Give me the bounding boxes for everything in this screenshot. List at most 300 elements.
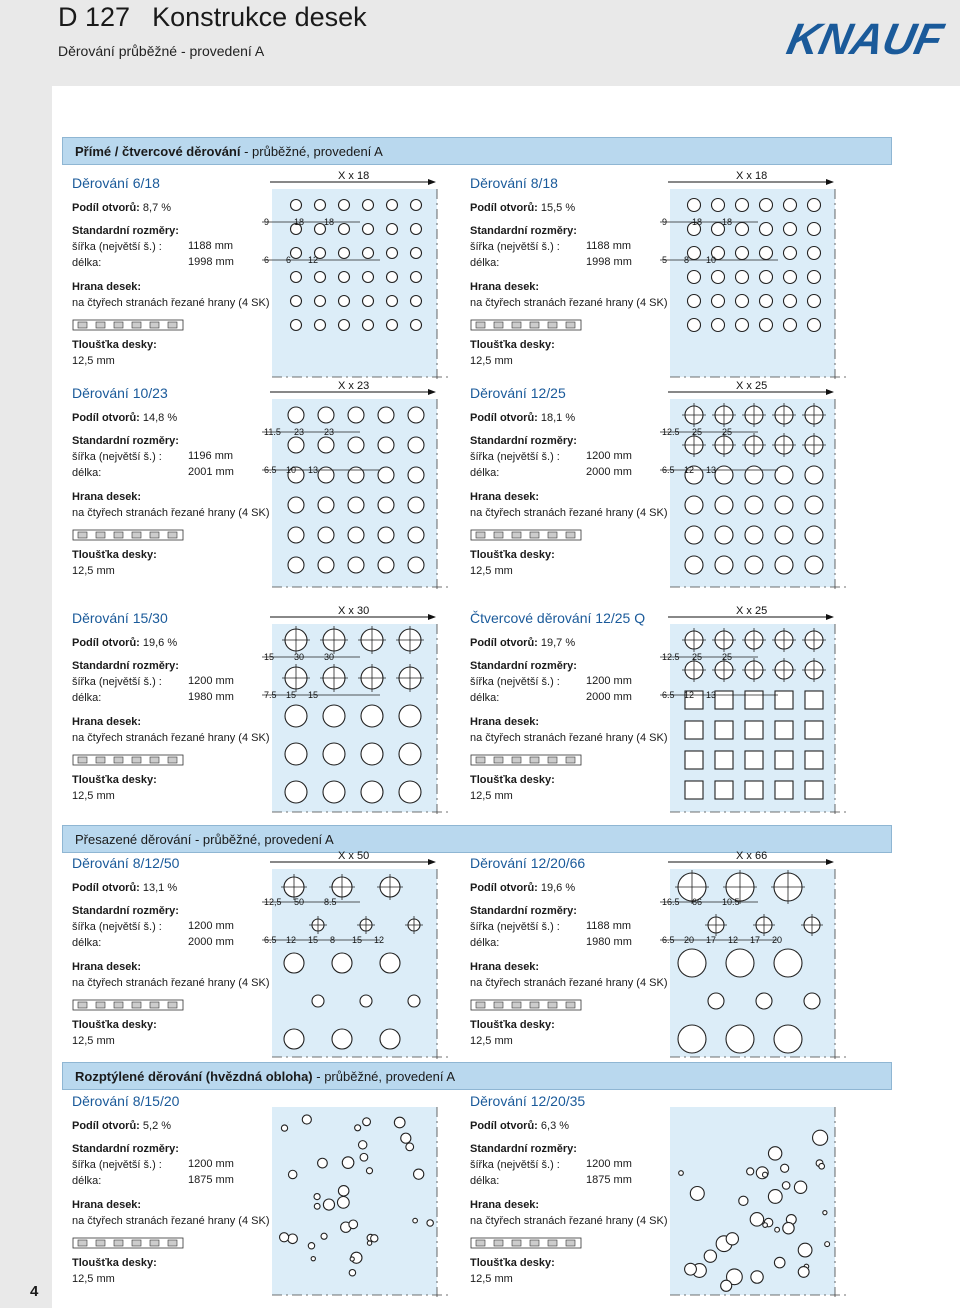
- axis-label: X x 18: [736, 170, 768, 182]
- perforation-block-3: [62, 380, 457, 607]
- square-hole-18: [775, 721, 793, 739]
- edge-cut-symbol: [72, 318, 182, 332]
- hole-31: [763, 1223, 768, 1228]
- hole-18: [378, 497, 394, 513]
- dimension-label-4: 12: [684, 465, 695, 475]
- hole-6: [798, 1243, 812, 1257]
- edge-cut-symbol: [72, 753, 182, 767]
- hole-11: [808, 223, 821, 236]
- square-hole-23: [775, 751, 793, 769]
- hole-11: [411, 224, 422, 235]
- hole-share: Podíl otvorů: 13,1 %: [72, 882, 178, 894]
- hole-22: [745, 526, 763, 544]
- hole-15: [685, 496, 703, 514]
- hole-13: [378, 467, 394, 483]
- hole-17: [411, 248, 422, 259]
- hole-2: [736, 199, 749, 212]
- width-label: šířka (největší š.) :: [470, 1159, 560, 1171]
- length-label: délka:: [72, 692, 102, 704]
- axis-label: X x 50: [338, 850, 370, 862]
- block-title: Děrování 12/20/35: [470, 1093, 586, 1109]
- perforation-block-1: [62, 170, 457, 397]
- hole-19: [359, 1141, 367, 1149]
- edge-cut-symbol: [470, 1236, 580, 1250]
- length-value: 1980 mm: [586, 936, 632, 948]
- hole-34: [784, 319, 797, 332]
- width-value: 1200 mm: [586, 450, 632, 462]
- dimension-label-5: 15: [308, 935, 319, 945]
- square-hole-19: [805, 721, 823, 739]
- block-title: Děrování 10/23: [72, 385, 168, 401]
- block-title: Děrování 6/18: [72, 175, 160, 191]
- thickness-label: Tloušťka desky:: [72, 339, 157, 351]
- edge-description: na čtyřech stranách řezané hrany (4 SK): [470, 732, 668, 744]
- edge-cut-symbol: [72, 998, 182, 1012]
- perforation-pattern-panel: [260, 605, 460, 815]
- hole-11: [318, 467, 334, 483]
- dimension-label-5: 13: [706, 690, 717, 700]
- width-value: 1188 mm: [188, 240, 234, 252]
- hole-29: [805, 556, 823, 574]
- width-label: šířka (největší š.) :: [72, 921, 162, 933]
- hole-9: [323, 705, 345, 727]
- hole-10: [401, 1133, 411, 1143]
- thickness-label: Tloušťka desky:: [470, 549, 555, 561]
- dimension-label-0: 16.5: [662, 897, 680, 907]
- hole-26: [736, 295, 749, 308]
- perforation-block-6: [460, 605, 855, 832]
- hole-27: [363, 296, 374, 307]
- hole-25: [685, 556, 703, 574]
- dimension-label-3: 6.5: [662, 935, 675, 945]
- hole-21: [318, 527, 334, 543]
- hole-3: [349, 1220, 358, 1229]
- hole-18: [291, 272, 302, 283]
- length-value: 2001 mm: [188, 466, 234, 478]
- hole-12: [285, 743, 307, 765]
- hole-23: [808, 271, 821, 284]
- perforation-pattern-panel: [658, 850, 858, 1060]
- edge-label: Hrana desek:: [470, 281, 540, 293]
- hole-20: [339, 272, 350, 283]
- block-title: Děrování 15/30: [72, 610, 168, 626]
- dimension-label-1: 25: [692, 652, 703, 662]
- edge-label: Hrana desek:: [72, 716, 142, 728]
- hole-24: [318, 1158, 328, 1168]
- thickness-value: 12,5 mm: [72, 565, 115, 577]
- edge-description: na čtyřech stranách řezané hrany (4 SK): [72, 297, 270, 309]
- hole-7: [332, 953, 352, 973]
- edge-description: na čtyřech stranách řezané hrany (4 SK): [72, 732, 270, 744]
- dimension-label-2: 30: [324, 652, 335, 662]
- hole-34: [387, 320, 398, 331]
- perforation-pattern-panel: [260, 380, 460, 590]
- square-hole-12: [745, 691, 763, 709]
- hole-20: [338, 1186, 349, 1197]
- hole-19: [315, 272, 326, 283]
- hole-32: [311, 1257, 315, 1261]
- dimension-label-4: 20: [684, 935, 695, 945]
- length-value: 1875 mm: [188, 1174, 234, 1186]
- hole-27: [280, 1233, 289, 1242]
- hole-7: [798, 1267, 809, 1278]
- document-name: Konstrukce desek: [152, 2, 367, 32]
- dimension-label-1: 25: [692, 427, 703, 437]
- perforation-block-9: [62, 1093, 457, 1315]
- thickness-label: Tloušťka desky:: [470, 339, 555, 351]
- hole-0: [688, 199, 701, 212]
- hole-10: [387, 224, 398, 235]
- square-hole-22: [745, 751, 763, 769]
- hole-8: [736, 223, 749, 236]
- hole-26: [715, 556, 733, 574]
- hole-16: [768, 1147, 781, 1160]
- length-label: délka:: [72, 1175, 102, 1187]
- length-label: délka:: [470, 257, 500, 269]
- hole-18: [361, 781, 383, 803]
- hole-30: [427, 1220, 433, 1226]
- hole-24: [688, 295, 701, 308]
- hole-26: [825, 1242, 830, 1247]
- hole-0: [288, 407, 304, 423]
- perforation-block-5: [62, 605, 457, 832]
- hole-19: [805, 496, 823, 514]
- hole-14: [361, 743, 383, 765]
- edge-label: Hrana desek:: [470, 1199, 540, 1211]
- hole-29: [408, 557, 424, 573]
- hole-25: [712, 295, 725, 308]
- perforation-pattern-panel: [260, 850, 460, 1060]
- hole-13: [323, 743, 345, 765]
- hole-28: [775, 556, 793, 574]
- edge-description: na čtyřech stranách řezané hrany (4 SK): [72, 507, 270, 519]
- svg-text:KNAUF: KNAUF: [782, 15, 948, 64]
- hole-11: [715, 466, 733, 484]
- edge-label: Hrana desek:: [470, 491, 540, 503]
- dimension-label-1: 18: [692, 217, 703, 227]
- dimension-label-5: 10: [706, 255, 717, 265]
- hole-21: [715, 526, 733, 544]
- hole-12: [688, 247, 701, 260]
- dimension-label-2: 10.5: [722, 897, 740, 907]
- dimension-label-0: 11.5: [264, 427, 281, 437]
- hole-4: [387, 200, 398, 211]
- hole-23: [775, 526, 793, 544]
- edge-description: na čtyřech stranách řezané hrany (4 SK): [72, 977, 270, 989]
- hole-33: [751, 1271, 763, 1283]
- hole-7: [348, 437, 364, 453]
- thickness-value: 12,5 mm: [72, 355, 115, 367]
- hole-31: [315, 320, 326, 331]
- hole-share: Podíl otvorů: 19,7 %: [470, 637, 576, 649]
- dimension-label-8: 20: [772, 935, 783, 945]
- hole-12: [284, 1029, 304, 1049]
- hole-27: [775, 1227, 780, 1232]
- square-hole-29: [805, 781, 823, 799]
- hole-19: [712, 271, 725, 284]
- dimension-label-1: 50: [294, 897, 305, 907]
- hole-27: [348, 557, 364, 573]
- square-hole-17: [745, 721, 763, 739]
- std-dimensions-label: Standardní rozměry:: [470, 905, 577, 917]
- hole-24: [805, 526, 823, 544]
- edge-cut-symbol: [470, 998, 580, 1012]
- hole-17: [348, 497, 364, 513]
- square-hole-25: [685, 781, 703, 799]
- section-header-staggered: Přesazené děrování - průběžné, provedení A: [62, 825, 892, 853]
- std-dimensions-label: Standardní rozměry:: [72, 225, 179, 237]
- hole-14: [794, 1181, 806, 1193]
- hole-6: [678, 949, 706, 977]
- hole-30: [688, 319, 701, 332]
- hole-11: [782, 1182, 790, 1190]
- hole-2: [339, 200, 350, 211]
- block-title: Čtvercové děrování 12/25 Q: [470, 610, 646, 626]
- hole-29: [302, 1115, 311, 1124]
- square-hole-26: [715, 781, 733, 799]
- hole-20: [736, 271, 749, 284]
- hole-9: [363, 224, 374, 235]
- edge-label: Hrana desek:: [72, 961, 142, 973]
- hole-25: [337, 1197, 349, 1209]
- edge-description: na čtyřech stranách řezané hrany (4 SK): [72, 1215, 270, 1227]
- hole-2: [348, 407, 364, 423]
- hole-18: [350, 1257, 354, 1261]
- length-label: délka:: [72, 937, 102, 949]
- axis-label: X x 18: [338, 170, 370, 182]
- hole-5: [288, 1234, 298, 1244]
- document-title: [58, 2, 367, 33]
- axis-label: X x 25: [736, 605, 768, 617]
- dimension-label-2: 8.5: [324, 897, 337, 907]
- perforation-pattern-panel: [260, 170, 460, 380]
- hole-13: [768, 1190, 782, 1204]
- square-hole-20: [685, 751, 703, 769]
- hole-12: [348, 467, 364, 483]
- perforation-block-4: [460, 380, 855, 607]
- square-hole-16: [715, 721, 733, 739]
- hole-4: [784, 199, 797, 212]
- dimension-label-5: 12: [308, 255, 319, 265]
- length-label: délka:: [470, 692, 500, 704]
- hole-share: Podíl otvorů: 8,7 %: [72, 202, 172, 214]
- edge-label: Hrana desek:: [72, 1199, 142, 1211]
- hole-12: [678, 1025, 706, 1053]
- hole-21: [355, 1125, 361, 1131]
- hole-28: [323, 1199, 334, 1210]
- square-hole-14: [805, 691, 823, 709]
- hole-share: Podíl otvorů: 15,5 %: [470, 202, 576, 214]
- hole-10: [756, 993, 772, 1009]
- hole-32: [339, 320, 350, 331]
- std-dimensions-label: Standardní rozměry:: [72, 435, 179, 447]
- section-header-scattered: Rozptýlené děrování (hvězdná obloha) - průběžné, provedení A: [62, 1062, 892, 1090]
- hole-21: [760, 271, 773, 284]
- perforation-block-10: [460, 1093, 855, 1315]
- hole-14: [805, 466, 823, 484]
- hole-27: [760, 295, 773, 308]
- hole-21: [363, 272, 374, 283]
- dimension-label-3: 5: [662, 255, 668, 265]
- hole-11: [399, 705, 421, 727]
- dimension-label-6: 8: [330, 935, 336, 945]
- hole-20: [813, 1130, 828, 1145]
- dimension-label-2: 23: [324, 427, 335, 437]
- dimension-label-2: 25: [722, 427, 733, 437]
- dimension-label-0: 12,5: [264, 897, 282, 907]
- hole-7: [726, 949, 754, 977]
- dimension-label-4: 12: [684, 690, 695, 700]
- hole-29: [808, 295, 821, 308]
- dimension-label-5: 15: [308, 690, 319, 700]
- dimension-label-2: 18: [722, 217, 733, 227]
- hole-15: [288, 497, 304, 513]
- dimension-label-1: 66: [692, 897, 703, 907]
- hole-23: [411, 272, 422, 283]
- dimension-label-5: 13: [308, 465, 319, 475]
- edge-cut-symbol: [470, 753, 580, 767]
- perforation-block-2: [460, 170, 855, 397]
- hole-share: Podíl otvorů: 14,8 %: [72, 412, 178, 424]
- edge-cut-symbol: [470, 318, 580, 332]
- hole-16: [715, 496, 733, 514]
- width-label: šířka (největší š.) :: [470, 921, 560, 933]
- hole-22: [387, 272, 398, 283]
- hole-35: [411, 320, 422, 331]
- thickness-label: Tloušťka desky:: [72, 1019, 157, 1031]
- hole-10: [784, 223, 797, 236]
- block-title: Děrování 8/15/20: [72, 1093, 180, 1109]
- hole-16: [387, 248, 398, 259]
- hole-9: [408, 437, 424, 453]
- hole-12: [366, 1168, 372, 1174]
- hole-9: [708, 993, 724, 1009]
- dimension-label-3: 6.5: [662, 690, 675, 700]
- dimension-label-0: 12.5: [662, 652, 680, 662]
- block-title: Děrování 12/20/66: [470, 855, 586, 871]
- hole-10: [690, 1187, 704, 1201]
- hole-8: [380, 953, 400, 973]
- width-label: šířka (největší š.) :: [72, 451, 162, 463]
- width-label: šířka (největší š.) :: [72, 676, 162, 688]
- dimension-label-0: 9: [264, 217, 270, 227]
- std-dimensions-label: Standardní rozměry:: [72, 1143, 179, 1155]
- hole-17: [808, 247, 821, 260]
- thickness-value: 12,5 mm: [470, 1273, 513, 1285]
- width-label: šířka (největší š.) :: [72, 241, 162, 253]
- axis-label: X x 25: [736, 380, 768, 392]
- edge-description: na čtyřech stranách řezané hrany (4 SK): [470, 507, 668, 519]
- hole-18: [763, 1172, 768, 1177]
- width-value: 1196 mm: [188, 450, 234, 462]
- hole-4: [408, 407, 424, 423]
- hole-share: Podíl otvorů: 19,6 %: [470, 882, 576, 894]
- width-value: 1200 mm: [188, 1158, 234, 1170]
- hole-13: [332, 1029, 352, 1049]
- hole-6: [371, 1235, 378, 1242]
- hole-26: [318, 557, 334, 573]
- perforation-pattern-panel: [658, 380, 858, 590]
- hole-33: [342, 1157, 354, 1169]
- hole-11: [349, 1269, 355, 1275]
- hole-20: [685, 526, 703, 544]
- dimension-label-3: 7.5: [264, 690, 277, 700]
- std-dimensions-label: Standardní rozměry:: [470, 660, 577, 672]
- hole-32: [819, 1163, 825, 1169]
- hole-16: [285, 781, 307, 803]
- thickness-label: Tloušťka desky:: [470, 1019, 555, 1031]
- hole-4: [750, 1213, 763, 1226]
- left-margin-bar: [0, 86, 52, 1308]
- hole-18: [688, 271, 701, 284]
- dimension-label-1: 23: [294, 427, 305, 437]
- edge-cut-symbol: [72, 1236, 182, 1250]
- dimension-label-4: 8: [684, 255, 690, 265]
- dimension-label-5: 17: [706, 935, 717, 945]
- hole-33: [760, 319, 773, 332]
- thickness-value: 12,5 mm: [72, 1273, 115, 1285]
- dimension-label-4: 12: [286, 935, 297, 945]
- length-value: 2000 mm: [586, 466, 632, 478]
- hole-32: [736, 319, 749, 332]
- hole-30: [291, 320, 302, 331]
- std-dimensions-label: Standardní rozměry:: [72, 905, 179, 917]
- dimension-label-0: 12.5: [662, 427, 680, 437]
- hole-28: [739, 1196, 748, 1205]
- square-hole-13: [775, 691, 793, 709]
- hole-13: [775, 466, 793, 484]
- dimension-label-8: 12: [374, 935, 385, 945]
- axis-label: X x 66: [736, 850, 768, 862]
- length-label: délka:: [470, 937, 500, 949]
- perforation-pattern-panel: [658, 170, 858, 380]
- hole-6: [284, 953, 304, 973]
- document-code: D 127: [58, 2, 131, 32]
- dimension-label-7: 17: [750, 935, 761, 945]
- hole-15: [774, 1257, 785, 1268]
- hole-12: [745, 466, 763, 484]
- hole-9: [312, 995, 324, 1007]
- width-label: šířka (největší š.) :: [470, 676, 560, 688]
- hole-28: [784, 295, 797, 308]
- square-hole-15: [685, 721, 703, 739]
- hole-22: [784, 271, 797, 284]
- square-hole-24: [805, 751, 823, 769]
- hole-10: [360, 995, 372, 1007]
- hole-17: [323, 781, 345, 803]
- thickness-value: 12,5 mm: [470, 355, 513, 367]
- dimension-label-3: 6.5: [662, 465, 675, 475]
- hole-16: [288, 1170, 296, 1178]
- hole-14: [339, 248, 350, 259]
- hole-28: [387, 296, 398, 307]
- dimension-label-3: 6.5: [264, 465, 277, 475]
- hole-22: [314, 1194, 320, 1200]
- length-value: 1998 mm: [586, 256, 632, 268]
- hole-33: [363, 320, 374, 331]
- block-title: Děrování 12/25: [470, 385, 566, 401]
- hole-8: [339, 224, 350, 235]
- hole-10: [361, 705, 383, 727]
- hole-24: [721, 1280, 732, 1291]
- width-label: šířka (největší š.) :: [470, 241, 560, 253]
- edge-label: Hrana desek:: [72, 491, 142, 503]
- edge-label: Hrana desek:: [470, 716, 540, 728]
- hole-share: Podíl otvorů: 5,2 %: [72, 1120, 172, 1132]
- hole-19: [408, 497, 424, 513]
- width-label: šířka (největší š.) :: [72, 1159, 162, 1171]
- length-value: 1998 mm: [188, 256, 234, 268]
